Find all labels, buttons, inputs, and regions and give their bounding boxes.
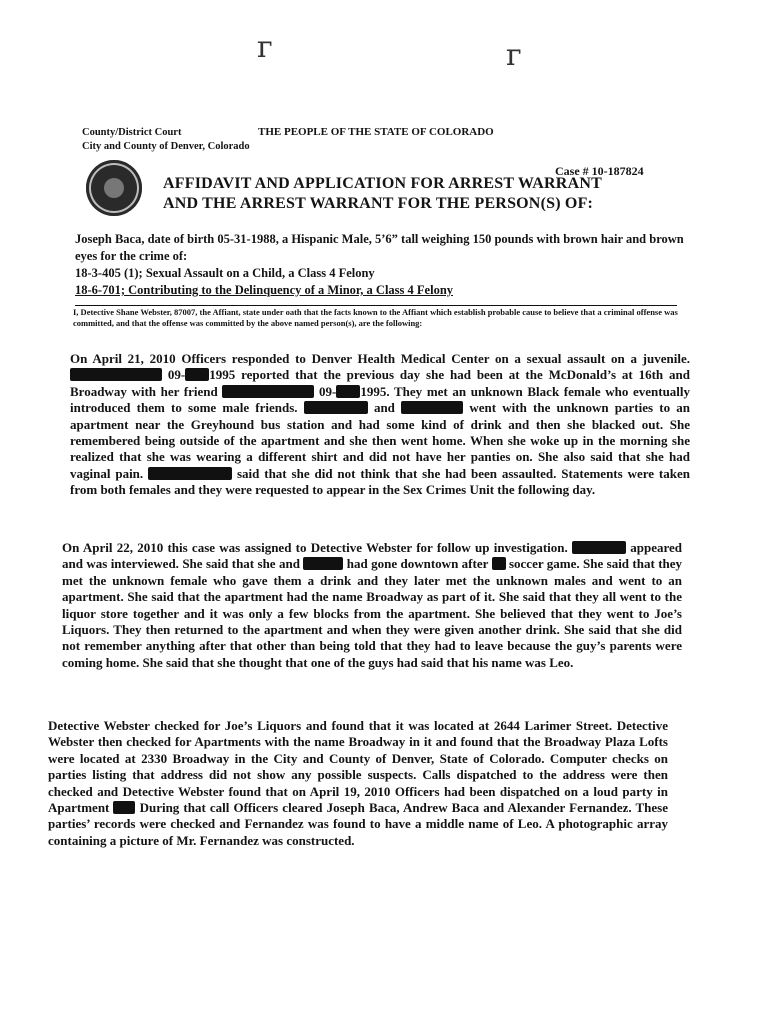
- paragraph-3: [48, 718, 668, 849]
- text: On April 21, 2010 Officers responded to Denver Health Medical Center on a sexual assault on a juvenile.: [70, 351, 690, 366]
- text: 1995. They met an unknown Black female who eventually introduced them to some male friends.: [70, 383, 691, 416]
- text: went with the unknown parties to an apartment near the Greyhound bus station and had some kind of drink and then she blacked out. She remembered being outside of the apartment and she then went home. When she woke up in the morning she realized that she was wearing a different shirt and did not have her panties on. She also said that she had vaginal pain.: [70, 400, 691, 481]
- suspect-block: [75, 231, 685, 299]
- redaction: [492, 557, 506, 570]
- case-number: Case # 10-187824: [555, 164, 644, 178]
- handwritten-mark: г: [506, 38, 522, 73]
- text: 09-: [167, 367, 186, 383]
- case-caption: THE PEOPLE OF THE STATE OF COLORADO: [258, 126, 494, 138]
- redaction: [572, 541, 626, 554]
- divider: [75, 305, 677, 306]
- redaction: [222, 385, 314, 398]
- text: 09-: [319, 383, 337, 399]
- court-city: City and County of Denver, Colorado: [82, 141, 250, 152]
- text: appeared and was interviewed. She said that she and: [62, 540, 682, 572]
- document-title: [163, 174, 683, 214]
- text: soccer game. She said that they met the unknown female who gave them a drink and they later met the unknown males and went to an apartment. She said that the apartment had the name Broadway as part of it. She said that they all went to the liquor store together and it was only a few blocks from the apartment. She believed that they went to Joe’s Liquors. They then returned to the apartment and when they were given another drink. She said that she did not remember anything after that other than being told that they had to leave because the guy’s parents were coming home. She said that she thought that one of the guys had said that his name was Leo.: [62, 556, 683, 670]
- charge-1: 18-3-405 (1); Sexual Assault on a Child, a Class 4 Felony: [75, 266, 375, 280]
- paragraph-2: [62, 540, 682, 671]
- title-line-2: AND THE ARREST WARRANT FOR THE PERSON(S) OF:: [163, 195, 594, 212]
- redaction: [113, 801, 135, 814]
- redaction: [70, 368, 162, 381]
- text: During that call Officers cleared Joseph Baca, Andrew Baca and Alexander Fernandez. These parties’ records were checked and Fernandez was found to have a middle name of Leo. A photographic array containing a picture of Mr. Fernandez was constructed.: [48, 800, 668, 848]
- text: On April 22, 2010 this case was assigned to Detective Webster for follow up investigation.: [62, 540, 568, 555]
- court-name: County/District Court: [82, 127, 182, 138]
- suspect-description: Joseph Baca, date of birth 05-31-1988, a Hispanic Male, 5’6” tall weighing 150 pounds with brown hair and brown eyes for the crime of:: [75, 232, 684, 263]
- text: 1995 reported that the previous day she had been at the McDonald’s at 16th and Broadway with her friend: [70, 367, 691, 399]
- court-header: [82, 126, 250, 154]
- text: said that she did not think that she had been assaulted. Statements were taken from both females and they were requested to appear in the Sex Crimes Unit the following day.: [70, 465, 690, 498]
- redaction: [336, 385, 360, 398]
- title-line-1: AFFIDAVIT AND APPLICATION FOR ARREST WARRANT: [163, 175, 602, 192]
- paragraph-1: [70, 351, 690, 499]
- text: had gone downtown after: [346, 556, 489, 572]
- redaction: [148, 467, 232, 480]
- redaction: [304, 401, 368, 414]
- affiant-oath: I, Detective Shane Webster, 87007, the Affiant, state under oath that the facts known to the Affiant which establish probable cause to believe that a criminal offense was committed, and that the offense was committed by the above named person(s), are the following:: [73, 307, 678, 328]
- text: Detective Webster checked for Joe’s Liquors and found that it was located at 2644 Larimer Street. Detective Webster then checked for Apartments with the name Broadway in it and found that the Broadway Plaza Lofts were located at 2330 Broadway in the City and County of Denver, State of Colorado. Computer checks on parties listing that address did not show any possible suspects. Calls dispatched to the address were then checked and Detective Webster found that on April 19, 2010 Officers had been dispatched on a loud party in Apartment: [48, 718, 668, 816]
- city-seal-icon: [86, 160, 142, 216]
- text: and: [373, 400, 395, 416]
- redaction: [401, 401, 463, 414]
- redaction: [303, 557, 343, 570]
- handwritten-mark: г: [257, 30, 273, 65]
- charge-2: 18-6-701; Contributing to the Delinquency of a Minor, a Class 4 Felony: [75, 283, 454, 297]
- redaction: [185, 368, 209, 381]
